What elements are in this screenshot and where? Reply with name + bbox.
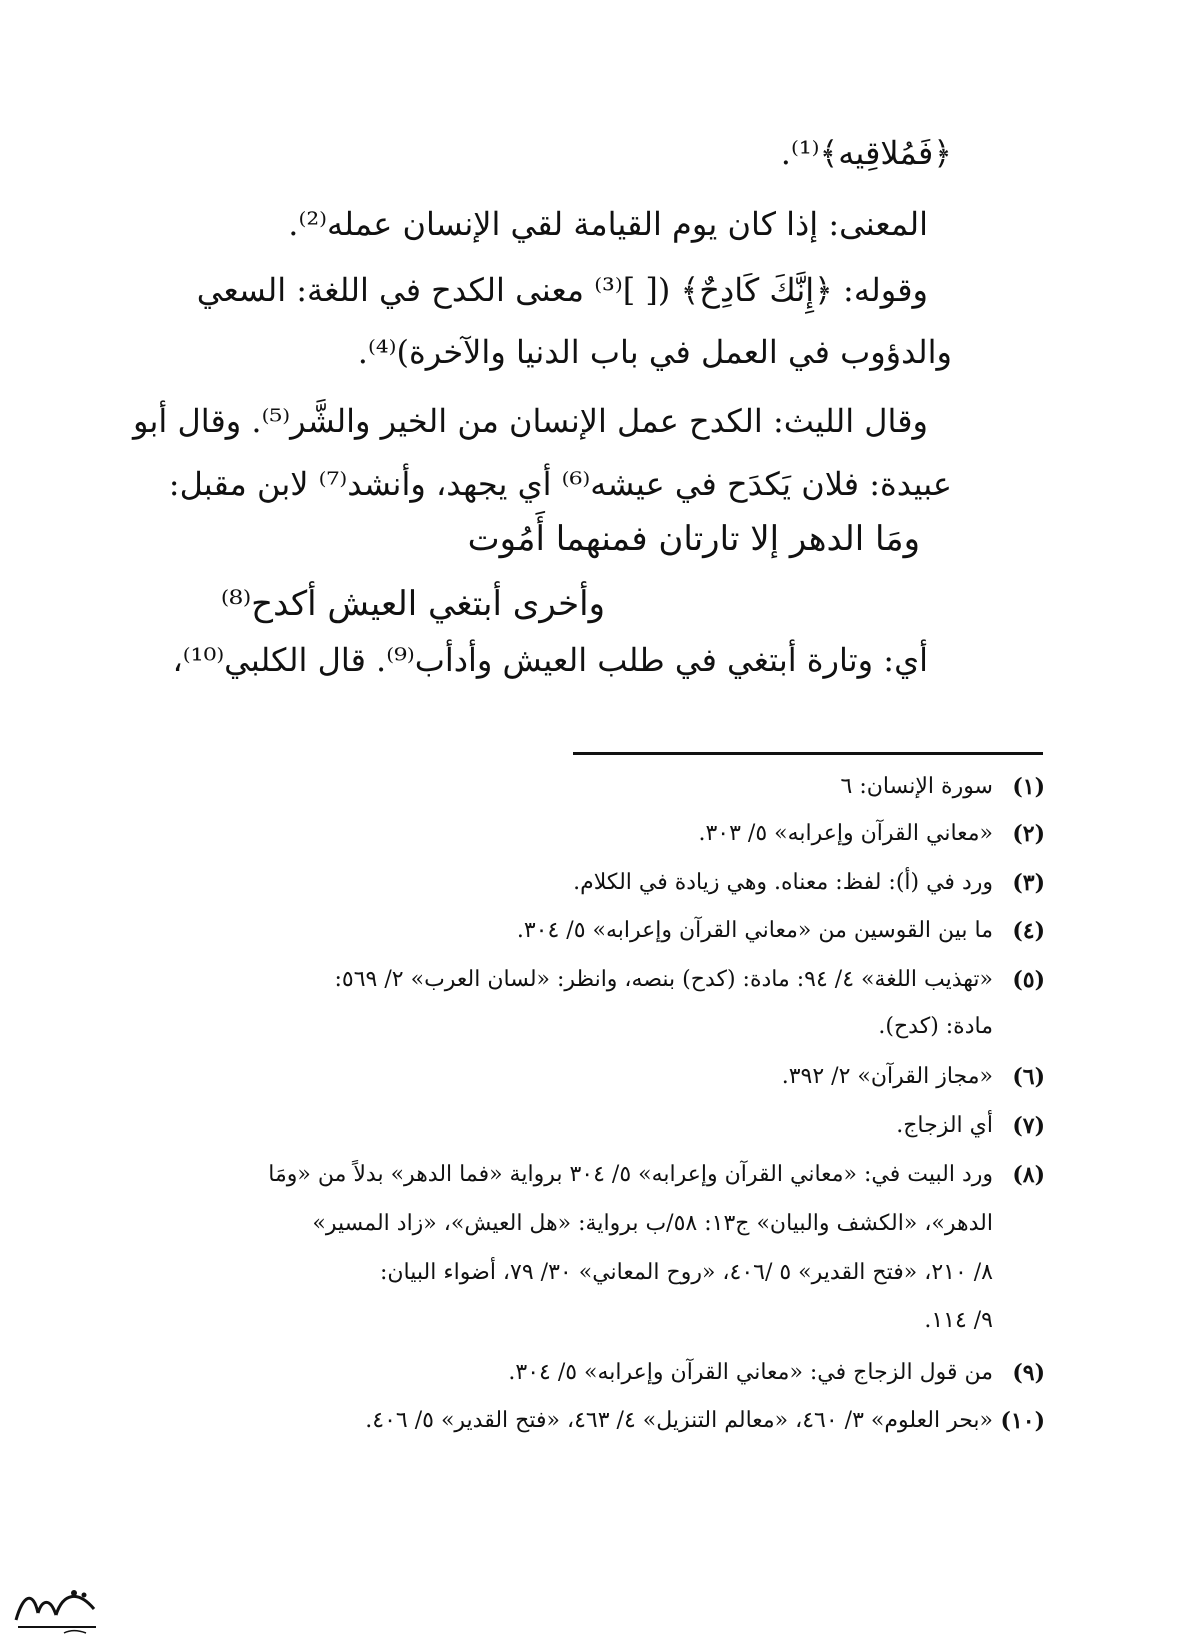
body-line: عبيدة: فلان يَكدَح في عيشه⁽⁶⁾ أي يجهد، وأنشد⁽⁷⁾ لابن مقبل: (168, 465, 952, 503)
footnote-text: «بحر العلوم» ٣/ ٤٦٠، «معالم التنزيل» ٤/ ٤٦٣، «فتح القدير» ٥/ ٤٠٦. (365, 1408, 993, 1433)
footnote-text: سورة الإنسان: ٦ (840, 774, 993, 799)
footnote-text: «مجاز القرآن» ٢/ ٣٩٢. (781, 1064, 993, 1089)
body-line: أي: وتارة أبتغي في طلب العيش وأدأب⁽⁹⁾. قال الكلبي⁽¹⁰⁾، (172, 641, 928, 679)
footnote-number: (٦) (1012, 1064, 1045, 1090)
footnote-text: ورد في (أ): لفظ: معناه. وهي زيادة في الكلام. (573, 870, 993, 895)
footnote-number: (١) (1012, 774, 1045, 800)
footnote-text: «تهذيب اللغة» ٤/ ٩٤: مادة: (كدح) بنصه، وانظر: «لسان العرب» ٢/ ٥٦٩: (334, 967, 993, 992)
footnote-number: (٤) (1012, 918, 1045, 944)
footnote-text: ٨/ ٢١٠، «فتح القدير» ٥ /٤٠٦، «روح المعاني» ٣٠/ ٧٩، أضواء البيان: (379, 1260, 993, 1285)
footnote-number: (٩) (1012, 1360, 1045, 1386)
footnote-text: «معاني القرآن وإعرابه» ٥/ ٣٠٣. (698, 821, 993, 846)
publisher-logo (8, 1575, 103, 1640)
poem-verse-second: وأخرى أبتغي العيش أكدح⁽⁸⁾ (220, 584, 605, 624)
footnote-separator (573, 752, 1043, 755)
footnote-text: أي الزجاج. (896, 1113, 993, 1138)
footnote-text: ورد البيت في: «معاني القرآن وإعرابه» ٥/ ٣٠٤ برواية «فما الدهر» بدلاً من «ومَا (268, 1162, 993, 1187)
footnote-text: مادة: (كدح). (878, 1014, 993, 1039)
body-line: المعنى: إذا كان يوم القيامة لقي الإنسان عمله⁽²⁾. (288, 205, 928, 243)
body-line: والدؤوب في العمل في باب الدنيا والآخرة)⁽⁴⁾. (357, 333, 952, 371)
footnote-text: ما بين القوسين من «معاني القرآن وإعرابه» ٥/ ٣٠٤. (516, 918, 993, 943)
footnote-text: ٩/ ١١٤. (924, 1308, 993, 1333)
footnote-text: من قول الزجاج في: «معاني القرآن وإعرابه» ٥/ ٣٠٤. (508, 1360, 993, 1385)
footnote-number: (٨) (1012, 1162, 1045, 1188)
poem-verse-first: ومَا الدهر إلا تارتان فمنهما أَمُوت (467, 519, 920, 559)
footnote-number: (٧) (1012, 1113, 1045, 1139)
body-line: وقوله: ﴿إِنَّكَ كَادِحٌ﴾ ([ ]⁽³⁾ معنى الكدح في اللغة: السعي (196, 271, 928, 309)
footnote-number: (٢) (1012, 821, 1045, 847)
footnote-number: (٣) (1012, 870, 1045, 896)
footnote-number: (٥) (1012, 967, 1045, 993)
body-line: ﴿فَمُلاقِيه﴾⁽¹⁾. (780, 134, 952, 172)
footnote-text: الدهر»، «الكشف والبيان» ج١٣: ٥٨/ب برواية: «هل العيش»، «زاد المسير» (312, 1211, 993, 1236)
footnote-number: (١٠) (1000, 1408, 1045, 1434)
body-line: وقال الليث: الكدح عمل الإنسان من الخير والشَّر⁽⁵⁾. وقال أبو (132, 402, 928, 440)
